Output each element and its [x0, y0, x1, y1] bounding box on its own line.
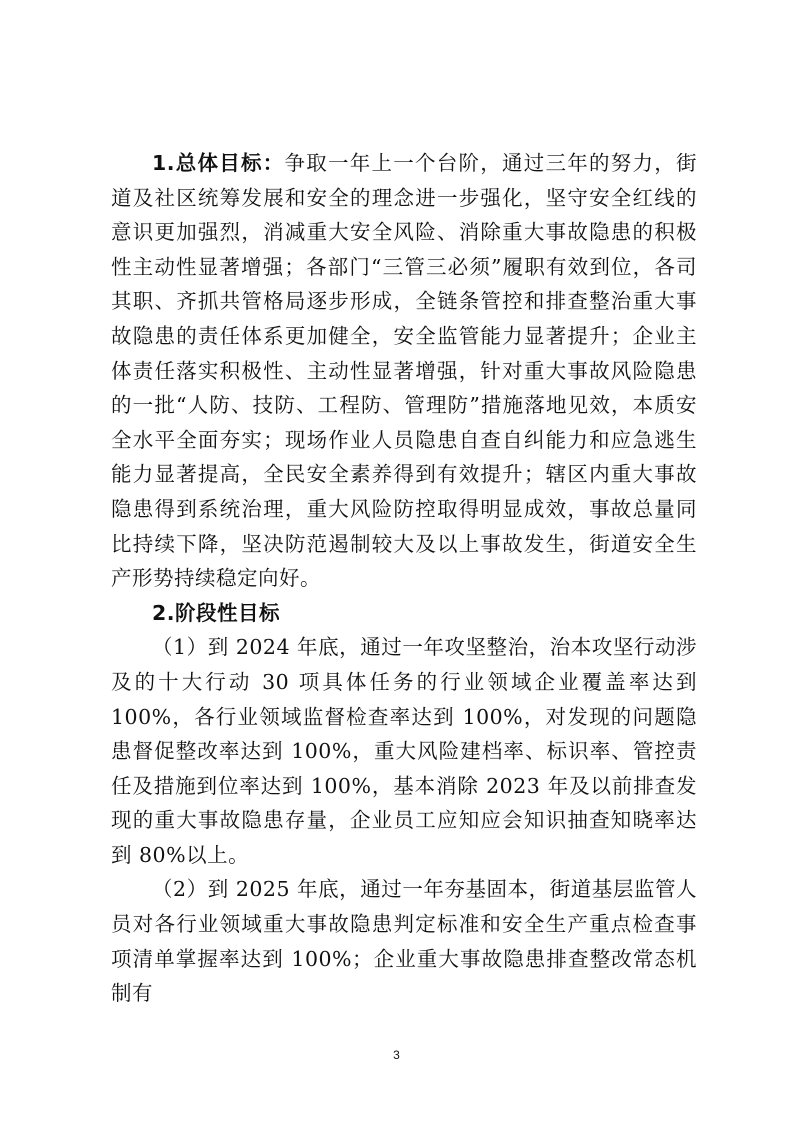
section-overall-goal [111, 146, 697, 596]
stage-goal-item-1: （1）到 2024 年底，通过一年攻坚整治，治本攻坚行动涉及的十大行动 30 项具体任务的行业领域企业覆盖率达到 100%，各行业领域监督检查率达到 100%，对发现的问题隐患督促整改率达到 100%，重大风险建档率、标识率、管控责任及措施到位率达到 100%，基本消除 2023 年及以前排查发现的重大事故隐患存量，企业员工应知应会知识抽查知晓率达到 80%以上。 [111, 635, 697, 867]
stage-goal-item-2: （2）到 2025 年底，通过一年夯基固本，街道基层监管人员对各行业领域重大事故隐患判定标准和安全生产重点检查事项清单掌握率达到 100%；企业重大事故隐患排查整改常态机制有 [111, 877, 697, 1006]
section-body-overall-goal: 争取一年上一个台阶，通过三年的努力，街道及社区统筹发展和安全的理念进一步强化，坚守安全红线的意识更加强烈，消减重大安全风险、消除重大事故隐患的积极性主动性显著增强；各部门“三管三必须”履职有效到位，各司其职、齐抓共管格局逐步形成，全链条管控和排查整治重大事故隐患的责任体系更加健全，安全监管能力显著提升；企业主体责任落实积极性、主动性显著增强，针对重大事故风险隐患的一批“人防、技防、工程防、管理防”措施落地见效，本质安全水平全面夯实；现场作业人员隐患自查自纠能力和应急逃生能力显著提高，全民安全素养得到有效提升；辖区内重大事故隐患得到系统治理，重大风险防控取得明显成效，事故总量同比持续下降，坚决防范遏制较大及以上事故发生，街道安全生产形势持续稳定向好。 [111, 151, 697, 591]
section-heading-stage-goals: 2.阶段性目标 [152, 600, 281, 625]
section-heading-overall-goal: 1.总体目标： [152, 151, 285, 175]
page-number: 3 [393, 1048, 400, 1062]
document-body [111, 146, 697, 1011]
